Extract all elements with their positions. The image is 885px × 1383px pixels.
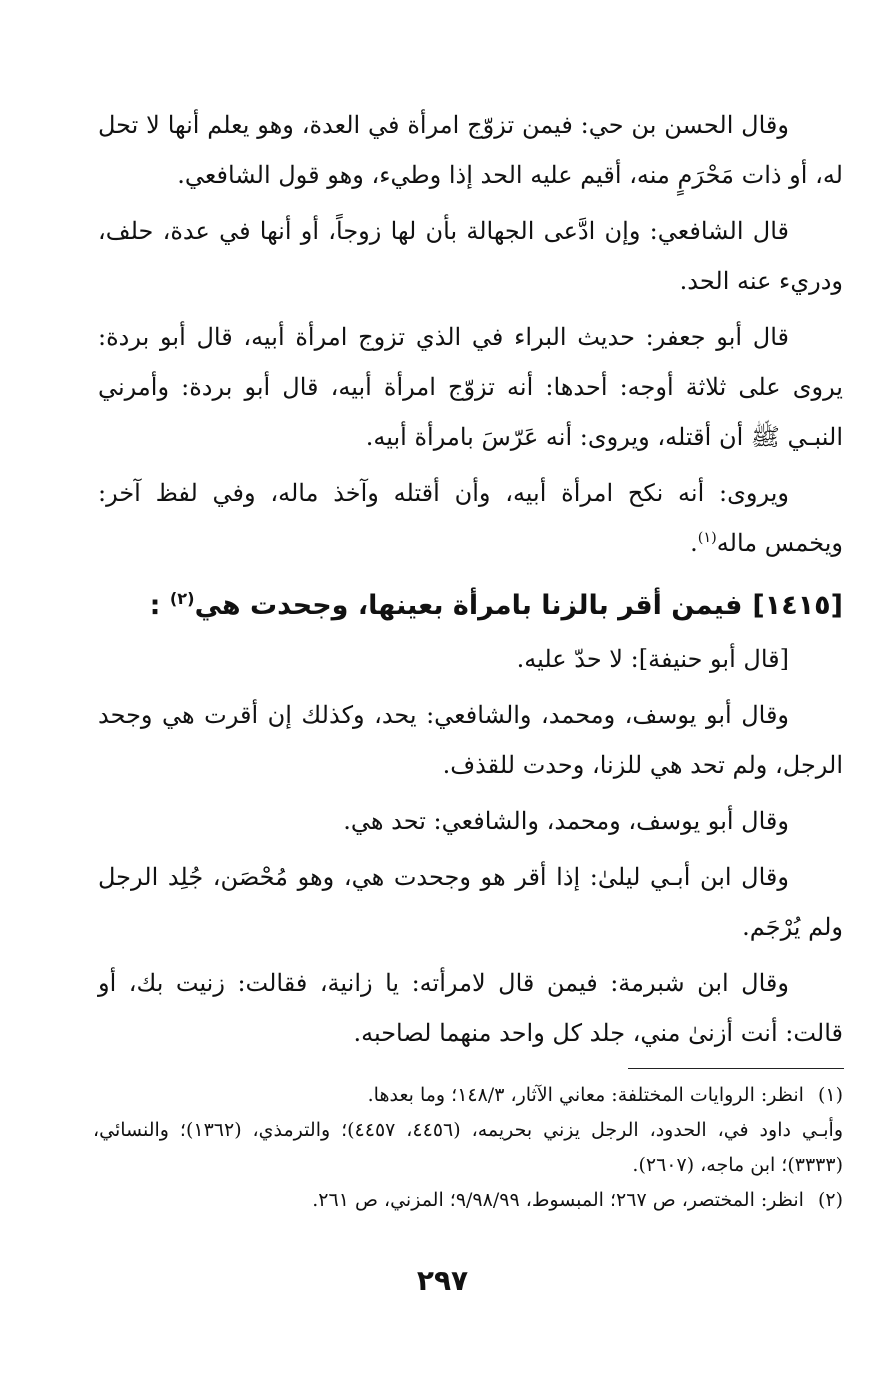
footnote-mark: (٢) bbox=[817, 1189, 843, 1211]
page-number: ٢٩٧ bbox=[416, 1264, 469, 1297]
main-text bbox=[98, 100, 843, 1064]
section-heading bbox=[98, 578, 843, 634]
footnote-text: انظر: الروايات المختلفة: معاني الآثار، ١٤٨/٣؛ وما بعدها. bbox=[367, 1084, 804, 1106]
footnote-text: وأبـي داود في، الحدود، الرجل يزني بحريمه، (٤٤٥٦، ٤٤٥٧)؛ والترمذي، (١٣٦٢)؛ والنسائي، (٣٣٣٣)؛ ابن ماجه، (٢٦٠٧). bbox=[93, 1119, 844, 1176]
section-end-mark: : bbox=[149, 590, 161, 621]
section-number: [١٤١٥] bbox=[752, 590, 843, 621]
paragraph-end-mark: . bbox=[690, 529, 698, 557]
footnote-separator bbox=[628, 1068, 844, 1069]
footnote-ref-2: (٢) bbox=[169, 589, 195, 608]
paragraph-abu-jafar: قال أبو جعفر: حديث البراء في الذي تزوج امرأة أبيه، قال أبو بردة: يروى على ثلاثة أوجه: أحدها: أنه تزوّج امرأة أبيه، قال أبو بردة: وأمرني النبـي ﷺ أن أقتله، ويروى: أنه عَرّسَ بامرأة أبيه. bbox=[98, 323, 843, 451]
footnote-mark: (١) bbox=[817, 1084, 843, 1106]
paragraph-abu-hanifa: [قال أبو حنيفة]: لا حدّ عليه. bbox=[516, 645, 789, 673]
footnote-1 bbox=[93, 1078, 843, 1113]
paragraph-narration-text: ويروى: أنه نكح امرأة أبيه، وأن أقتله وآخذ ماله، وفي لفظ آخر: ويخمس ماله bbox=[98, 479, 843, 557]
paragraph-ibn-shubruma: وقال ابن شبرمة: فيمن قال لامرأته: يا زانية، فقالت: زنيت بك، أو قالت: أنت أزنىٰ مني، جلد كل واحد منهما لصاحبه. bbox=[98, 969, 843, 1047]
footnote-2 bbox=[93, 1183, 843, 1218]
paragraph-ibn-abi-layla: وقال ابن أبـي ليلىٰ: إذا أقر هو وجحدت هي، وهو مُحْصَن، جُلِد الرجل ولم يُرْجَم. bbox=[98, 863, 843, 941]
footnote-ref-1: (١) bbox=[697, 530, 717, 546]
paragraph-abu-yusuf-1: وقال أبو يوسف، ومحمد، والشافعي: يحد، وكذلك إن أقرت هي وجحد الرجل، ولم تحد هي للزنا، وحدت للقذف. bbox=[98, 701, 843, 779]
section-title: فيمن أقر بالزنا بامرأة بعينها، وجحدت هي bbox=[194, 590, 743, 621]
paragraph-narration bbox=[98, 468, 843, 568]
footnote-text: انظر: المختصر، ص ٢٦٧؛ المبسوط، ٩/٩٨/٩٩؛ المزني، ص ٢٦١. bbox=[312, 1189, 804, 1211]
paragraph-abu-yusuf-2: وقال أبو يوسف، ومحمد، والشافعي: تحد هي. bbox=[343, 807, 789, 835]
footnotes bbox=[93, 1078, 843, 1218]
footnote-1-continued bbox=[93, 1113, 843, 1183]
paragraph-hasan-ibn-hayy: وقال الحسن بن حي: فيمن تزوّج امرأة في العدة، وهو يعلم أنها لا تحل له، أو ذات مَحْرَمٍ منه، أقيم عليه الحد إذا وطيء، وهو قول الشافعي. bbox=[98, 111, 843, 189]
paragraph-shafii-ignorance: قال الشافعي: وإن ادَّعى الجهالة بأن لها زوجاً، أو أنها في عدة، حلف، ودريء عنه الحد. bbox=[98, 217, 843, 295]
